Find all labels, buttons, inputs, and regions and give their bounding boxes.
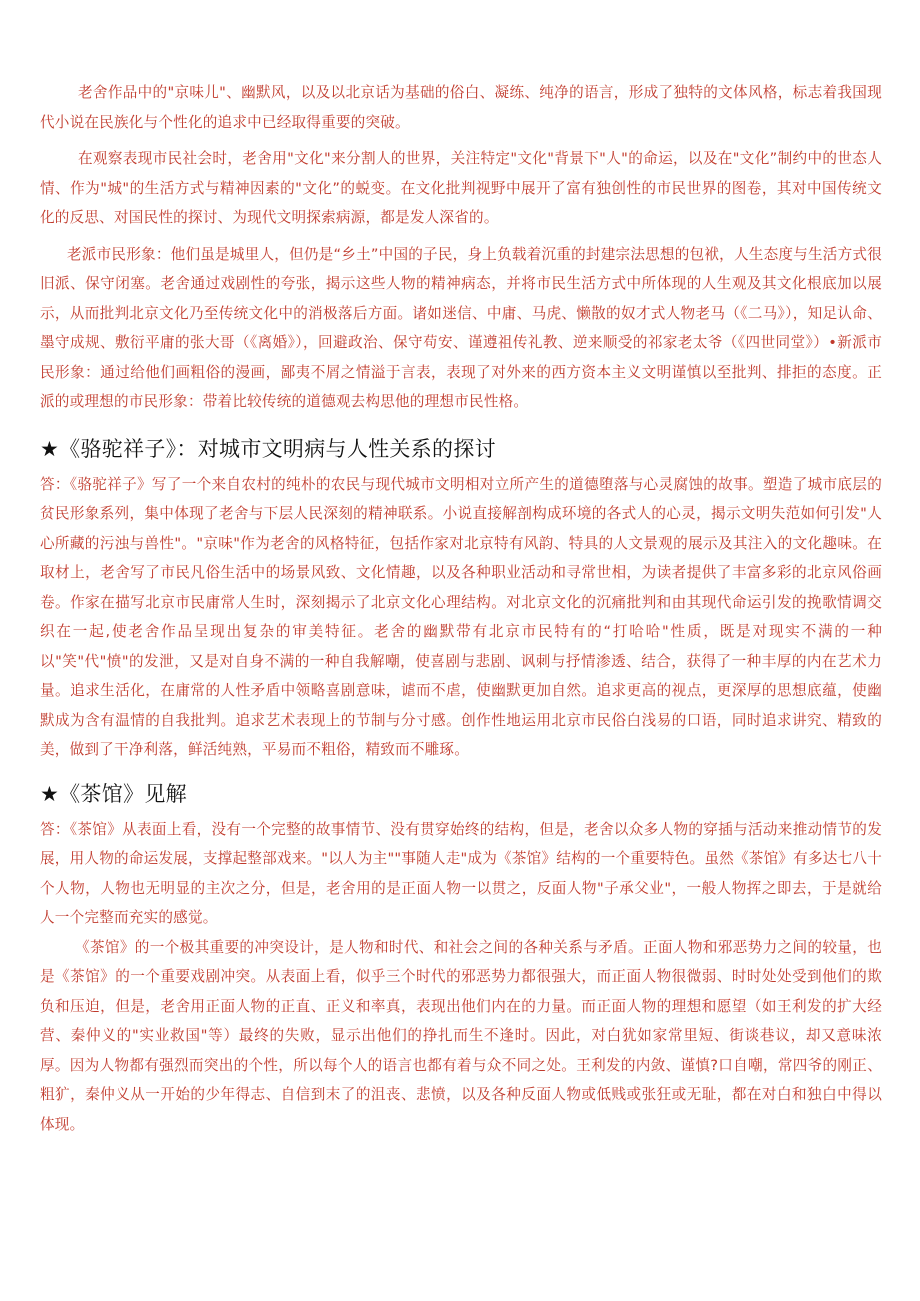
intro-paragraph-citizens: 老派市民形象：他们虽是城里人，但仍是“乡土”中国的子民，身上负载着沉重的封建宗法思想的包袱，人生态度与生活方式很旧派、保守闭塞。老舍通过戏剧性的夸张，揭示这些人物的精神病态，并将市民生活方式中所体现的人生观及其文化根底加以展示，从而批判北京文化乃至传统文化中的消极落后方面。诸如迷信、中庸、马虎、懒散的奴才式人物老马（《二马》），知足认命、墨守成规、敷衍平庸的张大哥（《离婚》），回避政治、保守苟安、谨遵祖传礼教、逆来顺受的祁家老太爷（《四世同堂》）•新派市民形象：通过给他们画粗俗的漫画，鄙夷不屑之情溢于言表，表现了对外来的西方资本主义文明谨慎以至批判、排拒的态度。正派的或理想的市民形象：带着比较传统的道德观去构思他的理想市民性格。	[40, 245, 882, 410]
answer-luotuo-xiangzi: 答：《骆驼祥子》写了一个来自农村的纯朴的农民与现代城市文明相对立所产生的道德堕落与心灵腐蚀的故事。塑造了城市底层的贫民形象系列，集中体现了老舍与下层人民深刻的精神联系。小说直接解剖构成环境的各式人的心灵，揭示文明失范如何引发"人心所藏的污浊与兽性"。"京味"作为老舍的风格特征，包括作家对北京特有风韵、特具的人文景观的展示及其注入的文化趣味。在取材上，老舍写了市民凡俗生活中的场景风致、文化情趣，以及各种职业活动和寻常世相，为读者提供了丰富多彩的北京风俗画卷。作家在描写北京市民庸常人生时，深刻揭示了北京文化心理结构。对北京文化的沉痛批判和由其现代命运引发的挽歌情调交织在一起,使老舍作品呈现出复杂的审美特征。老舍的幽默带有北京市民特有的“打哈哈"性质，既是对现实不满的一种以"笑"代"愤"的发泄，又是对自身不满的一种自我解嘲，使喜剧与悲剧、讽刺与抒情渗透、结合，获得了一种丰厚的内在艺术力量。追求生活化，在庸常的人性矛盾中领略喜剧意味，谑而不虐，使幽默更加自然。追求更高的视点，更深厚的思想底蕴，使幽默成为含有温情的自我批判。追求艺术表现上的节制与分寸感。创作性地运用北京市民俗白浅易的口语，同时追求讲究、精致的美，做到了干净利落，鲜活纯熟，平易而不粗俗，精致而不雕琢。	[40, 475, 882, 758]
answer-chaguan-part1: 答：《茶馆》从表面上看，没有一个完整的故事情节、没有贯穿始终的结构，但是，老舍以众多人物的穿插与活动来推动情节的发展，用人物的命运发展，支撑起整部戏来。"以人为主""事随人走"成为《茶馆》结构的一个重要特色。虽然《茶馆》有多达七八十个人物，人物也无明显的主次之分，但是，老舍用的是正面人物一以贯之，反面人物"子承父业"，一般人物挥之即去，于是就给人一个完整而充实的感觉。	[40, 820, 882, 926]
intro-paragraph-style: 老舍作品中的"京味儿"、幽默风，以及以北京话为基础的俗白、凝练、纯净的语言，形成了独特的文体风格，标志着我国现代小说在民族化与个性化的追求中已经取得重要的突破。	[40, 84, 882, 131]
intro-paragraph-culture: 在观察表现市民社会时，老舍用"文化"来分割人的世界，关注特定"文化"背景下"人"的命运，以及在"文化”制约中的世态人情、作为"城"的生活方式与精神因素的"文化”的蜕变。在文化批判视野中展开了富有独创性的市民世界的图卷，其对中国传统文化的反思、对国民性的探讨、为现代文明探索病源，都是发人深省的。	[40, 150, 882, 226]
answer-chaguan-part2: 《茶馆》的一个极其重要的冲突设计，是人物和时代、和社会之间的各种关系与矛盾。正面人物和邪恶势力之间的较量，也是《茶馆》的一个重要戏剧冲突。从表面上看，似乎三个时代的邪恶势力都很强大，而正面人物很微弱、时时处处受到他们的欺负和压迫，但是，老舍用正面人物的正直、正义和率真，表现出他们内在的力量。而正面人物的理想和愿望（如王利发的扩大经营、秦仲义的"实业救国"等）最终的失败，显示出他们的挣扎而生不逢时。因此，对白犹如家常里短、街谈巷议，却又意味浓厚。因为人物都有强烈而突出的个性，所以每个人的语言也都有着与众不同之处。王利发的内敛、谨慎?口自嘲，常四爷的刚正、粗犷，秦仲义从一开始的少年得志、自信到末了的沮丧、悲愤，以及各种反面人物或低贱或张狂或无耻，都在对白和独白中得以体现。	[40, 938, 882, 1133]
section-heading-chaguan: ★《茶馆》见解	[40, 781, 187, 806]
document-page	[40, 78, 882, 1139]
section-heading-luotuo-xiangzi: ★《骆驼祥子》：对城市文明病与人性关系的探讨	[40, 436, 496, 461]
